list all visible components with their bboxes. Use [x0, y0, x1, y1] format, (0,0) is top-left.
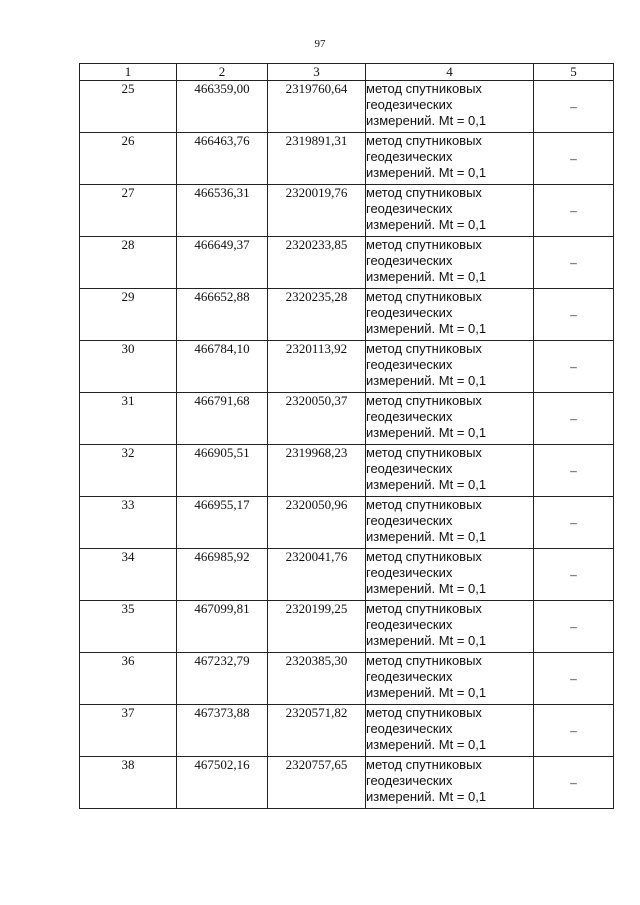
header-col-2: 2	[177, 64, 268, 81]
point-number-cell: 30	[80, 341, 177, 393]
method-line: измерений. Mt = 0,1	[366, 425, 487, 440]
x-coordinate-cell: 467373,88	[177, 705, 268, 757]
method-line: метод спутниковых	[366, 237, 482, 252]
table-row	[80, 185, 614, 237]
table-row	[80, 497, 614, 549]
method-cell	[366, 757, 534, 809]
method-cell	[366, 289, 534, 341]
method-line: геодезических	[366, 149, 453, 164]
point-number-cell: 26	[80, 133, 177, 185]
x-coordinate-cell: 466649,37	[177, 237, 268, 289]
x-coordinate-cell: 466784,10	[177, 341, 268, 393]
y-coordinate-cell: 2320571,82	[268, 705, 366, 757]
point-number-cell: 28	[80, 237, 177, 289]
header-col-5: 5	[534, 64, 614, 81]
note-cell: –	[534, 705, 614, 757]
method-line: геодезических	[366, 253, 453, 268]
y-coordinate-cell: 2319891,31	[268, 133, 366, 185]
y-coordinate-cell: 2320233,85	[268, 237, 366, 289]
method-cell	[366, 445, 534, 497]
x-coordinate-cell: 467502,16	[177, 757, 268, 809]
method-line: метод спутниковых	[366, 601, 482, 616]
method-line: геодезических	[366, 357, 453, 372]
x-coordinate-cell: 467232,79	[177, 653, 268, 705]
method-line: геодезических	[366, 513, 453, 528]
x-coordinate-cell: 466359,00	[177, 81, 268, 133]
method-cell	[366, 341, 534, 393]
y-coordinate-cell: 2320757,65	[268, 757, 366, 809]
method-line: геодезических	[366, 773, 453, 788]
method-line: измерений. Mt = 0,1	[366, 217, 487, 232]
method-line: метод спутниковых	[366, 133, 482, 148]
method-cell	[366, 185, 534, 237]
y-coordinate-cell: 2319968,23	[268, 445, 366, 497]
y-coordinate-cell: 2320050,96	[268, 497, 366, 549]
y-coordinate-cell: 2320385,30	[268, 653, 366, 705]
header-col-4: 4	[366, 64, 534, 81]
method-line: геодезических	[366, 721, 453, 736]
table-row	[80, 393, 614, 445]
method-line: измерений. Mt = 0,1	[366, 269, 487, 284]
table-row	[80, 705, 614, 757]
method-line: геодезических	[366, 201, 453, 216]
method-line: метод спутниковых	[366, 289, 482, 304]
note-cell: –	[534, 445, 614, 497]
table-body	[80, 81, 614, 809]
x-coordinate-cell: 467099,81	[177, 601, 268, 653]
table-row	[80, 289, 614, 341]
method-line: метод спутниковых	[366, 81, 482, 96]
y-coordinate-cell: 2319760,64	[268, 81, 366, 133]
method-line: измерений. Mt = 0,1	[366, 321, 487, 336]
point-number-cell: 36	[80, 653, 177, 705]
method-cell	[366, 497, 534, 549]
method-line: измерений. Mt = 0,1	[366, 373, 487, 388]
table-row	[80, 445, 614, 497]
note-cell: –	[534, 549, 614, 601]
x-coordinate-cell: 466652,88	[177, 289, 268, 341]
note-cell: –	[534, 185, 614, 237]
method-line: метод спутниковых	[366, 341, 482, 356]
note-cell: –	[534, 653, 614, 705]
method-line: геодезических	[366, 617, 453, 632]
y-coordinate-cell: 2320113,92	[268, 341, 366, 393]
method-line: метод спутниковых	[366, 705, 482, 720]
x-coordinate-cell: 466536,31	[177, 185, 268, 237]
method-line: метод спутниковых	[366, 653, 482, 668]
coordinates-table	[79, 63, 614, 809]
method-line: метод спутниковых	[366, 393, 482, 408]
point-number-cell: 27	[80, 185, 177, 237]
method-cell	[366, 393, 534, 445]
header-row	[80, 64, 614, 81]
method-line: измерений. Mt = 0,1	[366, 113, 487, 128]
method-line: измерений. Mt = 0,1	[366, 737, 487, 752]
method-cell	[366, 705, 534, 757]
method-line: геодезических	[366, 565, 453, 580]
method-line: метод спутниковых	[366, 445, 482, 460]
table-row	[80, 237, 614, 289]
x-coordinate-cell: 466955,17	[177, 497, 268, 549]
y-coordinate-cell: 2320041,76	[268, 549, 366, 601]
point-number-cell: 29	[80, 289, 177, 341]
table-row	[80, 653, 614, 705]
note-cell: –	[534, 601, 614, 653]
point-number-cell: 31	[80, 393, 177, 445]
method-line: измерений. Mt = 0,1	[366, 477, 487, 492]
point-number-cell: 38	[80, 757, 177, 809]
note-cell: –	[534, 81, 614, 133]
method-line: геодезических	[366, 97, 453, 112]
header-col-1: 1	[80, 64, 177, 81]
method-line: геодезических	[366, 669, 453, 684]
x-coordinate-cell: 466905,51	[177, 445, 268, 497]
point-number-cell: 33	[80, 497, 177, 549]
point-number-cell: 25	[80, 81, 177, 133]
method-cell	[366, 549, 534, 601]
table-row	[80, 549, 614, 601]
method-line: измерений. Mt = 0,1	[366, 685, 487, 700]
note-cell: –	[534, 393, 614, 445]
method-line: геодезических	[366, 409, 453, 424]
point-number-cell: 35	[80, 601, 177, 653]
method-cell	[366, 653, 534, 705]
method-line: метод спутниковых	[366, 549, 482, 564]
method-line: измерений. Mt = 0,1	[366, 581, 487, 596]
table-row	[80, 133, 614, 185]
table-row	[80, 341, 614, 393]
method-cell	[366, 81, 534, 133]
y-coordinate-cell: 2320199,25	[268, 601, 366, 653]
method-line: измерений. Mt = 0,1	[366, 529, 487, 544]
point-number-cell: 32	[80, 445, 177, 497]
method-line: измерений. Mt = 0,1	[366, 789, 487, 804]
method-cell	[366, 601, 534, 653]
page-number: 97	[314, 38, 326, 50]
table-row	[80, 81, 614, 133]
x-coordinate-cell: 466791,68	[177, 393, 268, 445]
point-number-cell: 34	[80, 549, 177, 601]
table-header	[80, 64, 614, 81]
note-cell: –	[534, 237, 614, 289]
note-cell: –	[534, 289, 614, 341]
method-line: геодезических	[366, 305, 453, 320]
method-line: метод спутниковых	[366, 757, 482, 772]
y-coordinate-cell: 2320235,28	[268, 289, 366, 341]
header-col-3: 3	[268, 64, 366, 81]
note-cell: –	[534, 757, 614, 809]
x-coordinate-cell: 466985,92	[177, 549, 268, 601]
x-coordinate-cell: 466463,76	[177, 133, 268, 185]
table-row	[80, 757, 614, 809]
note-cell: –	[534, 497, 614, 549]
method-line: метод спутниковых	[366, 185, 482, 200]
point-number-cell: 37	[80, 705, 177, 757]
method-cell	[366, 133, 534, 185]
table-row	[80, 601, 614, 653]
method-cell	[366, 237, 534, 289]
method-line: геодезических	[366, 461, 453, 476]
method-line: измерений. Mt = 0,1	[366, 165, 487, 180]
y-coordinate-cell: 2320050,37	[268, 393, 366, 445]
y-coordinate-cell: 2320019,76	[268, 185, 366, 237]
method-line: метод спутниковых	[366, 497, 482, 512]
note-cell: –	[534, 133, 614, 185]
note-cell: –	[534, 341, 614, 393]
method-line: измерений. Mt = 0,1	[366, 633, 487, 648]
